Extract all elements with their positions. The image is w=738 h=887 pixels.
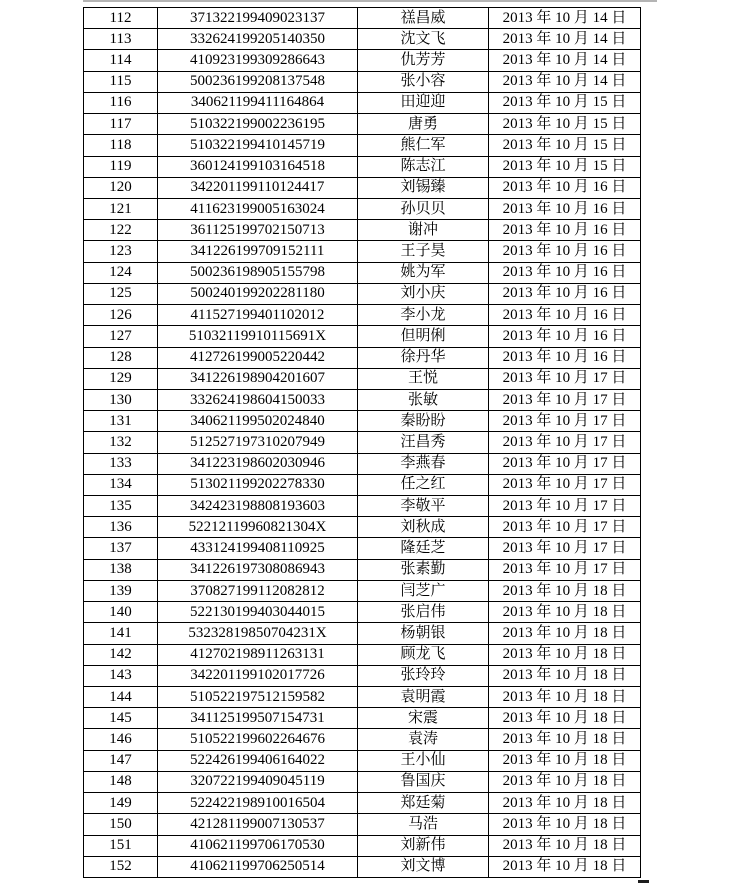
table-row xyxy=(84,389,641,410)
table-row xyxy=(84,241,641,262)
table-row xyxy=(84,71,641,92)
id-number-cell: 341226198904201607 xyxy=(158,368,358,389)
row-number-cell: 133 xyxy=(84,453,158,474)
date-cell: 2013 年 10 月 15 日 xyxy=(489,92,641,113)
name-cell: 马浩 xyxy=(358,814,489,835)
date-cell: 2013 年 10 月 15 日 xyxy=(489,114,641,135)
table-row xyxy=(84,368,641,389)
id-number-cell: 410621199706170530 xyxy=(158,835,358,856)
row-number-cell: 112 xyxy=(84,8,158,29)
row-number-cell: 150 xyxy=(84,814,158,835)
date-cell: 2013 年 10 月 18 日 xyxy=(489,580,641,601)
table-row xyxy=(84,8,641,29)
row-number-cell: 125 xyxy=(84,283,158,304)
table-row xyxy=(84,220,641,241)
name-cell: 徐丹华 xyxy=(358,347,489,368)
row-number-cell: 124 xyxy=(84,262,158,283)
date-cell: 2013 年 10 月 18 日 xyxy=(489,644,641,665)
table-row xyxy=(84,517,641,538)
date-cell: 2013 年 10 月 14 日 xyxy=(489,29,641,50)
name-cell: 刘新伟 xyxy=(358,835,489,856)
row-number-cell: 127 xyxy=(84,326,158,347)
id-number-cell: 433124199408110925 xyxy=(158,538,358,559)
id-number-cell: 411527199401102012 xyxy=(158,305,358,326)
date-cell: 2013 年 10 月 16 日 xyxy=(489,283,641,304)
date-cell: 2013 年 10 月 16 日 xyxy=(489,198,641,219)
date-cell: 2013 年 10 月 17 日 xyxy=(489,496,641,517)
id-number-cell: 513021199202278330 xyxy=(158,474,358,495)
date-cell: 2013 年 10 月 18 日 xyxy=(489,750,641,771)
date-cell: 2013 年 10 月 16 日 xyxy=(489,347,641,368)
id-number-cell: 340621199502024840 xyxy=(158,411,358,432)
id-number-cell: 320722199409045119 xyxy=(158,771,358,792)
table-row xyxy=(84,708,641,729)
id-number-cell: 370827199112082812 xyxy=(158,580,358,601)
row-number-cell: 113 xyxy=(84,29,158,50)
id-number-cell: 510522199602264676 xyxy=(158,729,358,750)
id-number-cell: 53232819850704231X xyxy=(158,623,358,644)
date-cell: 2013 年 10 月 17 日 xyxy=(489,538,641,559)
table-row xyxy=(84,687,641,708)
name-cell: 顾龙飞 xyxy=(358,644,489,665)
name-cell: 王悦 xyxy=(358,368,489,389)
name-cell: 刘文博 xyxy=(358,856,489,877)
name-cell: 李敬平 xyxy=(358,496,489,517)
date-cell: 2013 年 10 月 15 日 xyxy=(489,156,641,177)
row-number-cell: 118 xyxy=(84,135,158,156)
name-cell: 刘小庆 xyxy=(358,283,489,304)
id-number-cell: 342201199102017726 xyxy=(158,665,358,686)
id-number-cell: 361125199702150713 xyxy=(158,220,358,241)
name-cell: 谢冲 xyxy=(358,220,489,241)
name-cell: 张素勤 xyxy=(358,559,489,580)
table-row xyxy=(84,835,641,856)
table-row xyxy=(84,262,641,283)
table-row xyxy=(84,644,641,665)
name-cell: 王小仙 xyxy=(358,750,489,771)
date-cell: 2013 年 10 月 17 日 xyxy=(489,517,641,538)
table-row xyxy=(84,793,641,814)
name-cell: 汪昌秀 xyxy=(358,432,489,453)
date-cell: 2013 年 10 月 18 日 xyxy=(489,602,641,623)
row-number-cell: 135 xyxy=(84,496,158,517)
table-row xyxy=(84,814,641,835)
table-row xyxy=(84,750,641,771)
name-cell: 熊仁军 xyxy=(358,135,489,156)
id-number-cell: 500236199208137548 xyxy=(158,71,358,92)
row-number-cell: 145 xyxy=(84,708,158,729)
id-number-cell: 341226197308086943 xyxy=(158,559,358,580)
id-number-cell: 410923199309286643 xyxy=(158,50,358,71)
row-number-cell: 143 xyxy=(84,665,158,686)
name-cell: 秦盼盼 xyxy=(358,411,489,432)
id-number-cell: 510322199002236195 xyxy=(158,114,358,135)
name-cell: 禚昌威 xyxy=(358,8,489,29)
table-row xyxy=(84,305,641,326)
row-number-cell: 140 xyxy=(84,602,158,623)
date-cell: 2013 年 10 月 14 日 xyxy=(489,8,641,29)
date-cell: 2013 年 10 月 16 日 xyxy=(489,241,641,262)
row-number-cell: 139 xyxy=(84,580,158,601)
name-cell: 姚为军 xyxy=(358,262,489,283)
row-number-cell: 117 xyxy=(84,114,158,135)
table-row xyxy=(84,856,641,877)
table-row xyxy=(84,114,641,135)
id-number-cell: 410621199706250514 xyxy=(158,856,358,877)
row-number-cell: 116 xyxy=(84,92,158,113)
date-cell: 2013 年 10 月 17 日 xyxy=(489,559,641,580)
table-row xyxy=(84,474,641,495)
id-number-cell: 522426199406164022 xyxy=(158,750,358,771)
name-cell: 杨朝银 xyxy=(358,623,489,644)
date-cell: 2013 年 10 月 14 日 xyxy=(489,71,641,92)
date-cell: 2013 年 10 月 17 日 xyxy=(489,389,641,410)
date-cell: 2013 年 10 月 18 日 xyxy=(489,793,641,814)
name-cell: 闫芝广 xyxy=(358,580,489,601)
date-cell: 2013 年 10 月 14 日 xyxy=(489,50,641,71)
id-number-cell: 342201199110124417 xyxy=(158,177,358,198)
row-number-cell: 132 xyxy=(84,432,158,453)
table-row xyxy=(84,453,641,474)
name-cell: 刘秋成 xyxy=(358,517,489,538)
table-row xyxy=(84,559,641,580)
name-cell: 张启伟 xyxy=(358,602,489,623)
row-number-cell: 119 xyxy=(84,156,158,177)
table-row xyxy=(84,496,641,517)
table-row xyxy=(84,771,641,792)
row-number-cell: 148 xyxy=(84,771,158,792)
row-number-cell: 152 xyxy=(84,856,158,877)
name-cell: 隆廷芝 xyxy=(358,538,489,559)
date-cell: 2013 年 10 月 17 日 xyxy=(489,411,641,432)
name-cell: 袁明霞 xyxy=(358,687,489,708)
name-cell: 宋震 xyxy=(358,708,489,729)
id-number-cell: 342423198808193603 xyxy=(158,496,358,517)
name-cell: 但明俐 xyxy=(358,326,489,347)
id-number-cell: 510322199410145719 xyxy=(158,135,358,156)
table-row xyxy=(84,177,641,198)
id-number-cell: 412726199005220442 xyxy=(158,347,358,368)
date-cell: 2013 年 10 月 15 日 xyxy=(489,135,641,156)
row-number-cell: 126 xyxy=(84,305,158,326)
row-number-cell: 120 xyxy=(84,177,158,198)
id-number-cell: 341125199507154731 xyxy=(158,708,358,729)
table-row xyxy=(84,538,641,559)
table-row xyxy=(84,432,641,453)
date-cell: 2013 年 10 月 18 日 xyxy=(489,729,641,750)
table-row xyxy=(84,602,641,623)
table-row xyxy=(84,411,641,432)
table-row xyxy=(84,665,641,686)
date-cell: 2013 年 10 月 18 日 xyxy=(489,708,641,729)
name-cell: 李燕春 xyxy=(358,453,489,474)
row-number-cell: 137 xyxy=(84,538,158,559)
name-cell: 张玲玲 xyxy=(358,665,489,686)
table-row xyxy=(84,283,641,304)
id-number-cell: 411623199005163024 xyxy=(158,198,358,219)
date-cell: 2013 年 10 月 17 日 xyxy=(489,368,641,389)
date-cell: 2013 年 10 月 18 日 xyxy=(489,623,641,644)
row-number-cell: 122 xyxy=(84,220,158,241)
row-number-cell: 121 xyxy=(84,198,158,219)
name-cell: 张敏 xyxy=(358,389,489,410)
id-number-cell: 341223198602030946 xyxy=(158,453,358,474)
date-cell: 2013 年 10 月 18 日 xyxy=(489,665,641,686)
table-row xyxy=(84,50,641,71)
table-row xyxy=(84,92,641,113)
row-number-cell: 130 xyxy=(84,389,158,410)
row-number-cell: 136 xyxy=(84,517,158,538)
name-cell: 任之红 xyxy=(358,474,489,495)
id-number-cell: 52212119960821304X xyxy=(158,517,358,538)
name-cell: 张小容 xyxy=(358,71,489,92)
name-cell: 刘锡臻 xyxy=(358,177,489,198)
id-number-cell: 500240199202281180 xyxy=(158,283,358,304)
id-number-cell: 512527197310207949 xyxy=(158,432,358,453)
row-number-cell: 129 xyxy=(84,368,158,389)
id-number-cell: 510522197512159582 xyxy=(158,687,358,708)
row-number-cell: 141 xyxy=(84,623,158,644)
date-cell: 2013 年 10 月 17 日 xyxy=(489,474,641,495)
name-cell: 田迎迎 xyxy=(358,92,489,113)
table-row xyxy=(84,326,641,347)
table-row xyxy=(84,156,641,177)
table-row xyxy=(84,198,641,219)
row-number-cell: 146 xyxy=(84,729,158,750)
id-number-cell: 500236198905155798 xyxy=(158,262,358,283)
table-body xyxy=(84,8,641,878)
table-row xyxy=(84,580,641,601)
row-number-cell: 123 xyxy=(84,241,158,262)
date-cell: 2013 年 10 月 18 日 xyxy=(489,687,641,708)
table-row xyxy=(84,135,641,156)
name-cell: 袁涛 xyxy=(358,729,489,750)
date-cell: 2013 年 10 月 17 日 xyxy=(489,453,641,474)
name-cell: 李小龙 xyxy=(358,305,489,326)
id-number-cell: 522130199403044015 xyxy=(158,602,358,623)
id-number-cell: 340621199411164864 xyxy=(158,92,358,113)
name-cell: 郑廷菊 xyxy=(358,793,489,814)
date-cell: 2013 年 10 月 16 日 xyxy=(489,220,641,241)
row-number-cell: 151 xyxy=(84,835,158,856)
id-number-cell: 341226199709152111 xyxy=(158,241,358,262)
row-number-cell: 147 xyxy=(84,750,158,771)
row-number-cell: 149 xyxy=(84,793,158,814)
id-number-cell: 412702198911263131 xyxy=(158,644,358,665)
cut-off-border-line xyxy=(83,0,657,2)
date-cell: 2013 年 10 月 16 日 xyxy=(489,305,641,326)
row-number-cell: 144 xyxy=(84,687,158,708)
records-table xyxy=(83,7,641,878)
date-cell: 2013 年 10 月 18 日 xyxy=(489,835,641,856)
row-number-cell: 115 xyxy=(84,71,158,92)
row-number-cell: 134 xyxy=(84,474,158,495)
date-cell: 2013 年 10 月 16 日 xyxy=(489,326,641,347)
date-cell: 2013 年 10 月 16 日 xyxy=(489,262,641,283)
date-cell: 2013 年 10 月 17 日 xyxy=(489,432,641,453)
date-cell: 2013 年 10 月 18 日 xyxy=(489,771,641,792)
name-cell: 唐勇 xyxy=(358,114,489,135)
table-row xyxy=(84,729,641,750)
id-number-cell: 332624198604150033 xyxy=(158,389,358,410)
row-number-cell: 128 xyxy=(84,347,158,368)
date-cell: 2013 年 10 月 18 日 xyxy=(489,814,641,835)
id-number-cell: 421281199007130537 xyxy=(158,814,358,835)
name-cell: 仇芳芳 xyxy=(358,50,489,71)
id-number-cell: 51032119910115691X xyxy=(158,326,358,347)
id-number-cell: 360124199103164518 xyxy=(158,156,358,177)
id-number-cell: 522422198910016504 xyxy=(158,793,358,814)
name-cell: 鲁国庆 xyxy=(358,771,489,792)
table-row xyxy=(84,347,641,368)
date-cell: 2013 年 10 月 18 日 xyxy=(489,856,641,877)
name-cell: 陈志江 xyxy=(358,156,489,177)
row-number-cell: 142 xyxy=(84,644,158,665)
date-cell: 2013 年 10 月 16 日 xyxy=(489,177,641,198)
id-number-cell: 371322199409023137 xyxy=(158,8,358,29)
id-number-cell: 332624199205140350 xyxy=(158,29,358,50)
row-number-cell: 138 xyxy=(84,559,158,580)
row-number-cell: 131 xyxy=(84,411,158,432)
table-row xyxy=(84,29,641,50)
page-break-mark xyxy=(638,880,649,883)
row-number-cell: 114 xyxy=(84,50,158,71)
table-row xyxy=(84,623,641,644)
name-cell: 孙贝贝 xyxy=(358,198,489,219)
name-cell: 王子昊 xyxy=(358,241,489,262)
name-cell: 沈文飞 xyxy=(358,29,489,50)
